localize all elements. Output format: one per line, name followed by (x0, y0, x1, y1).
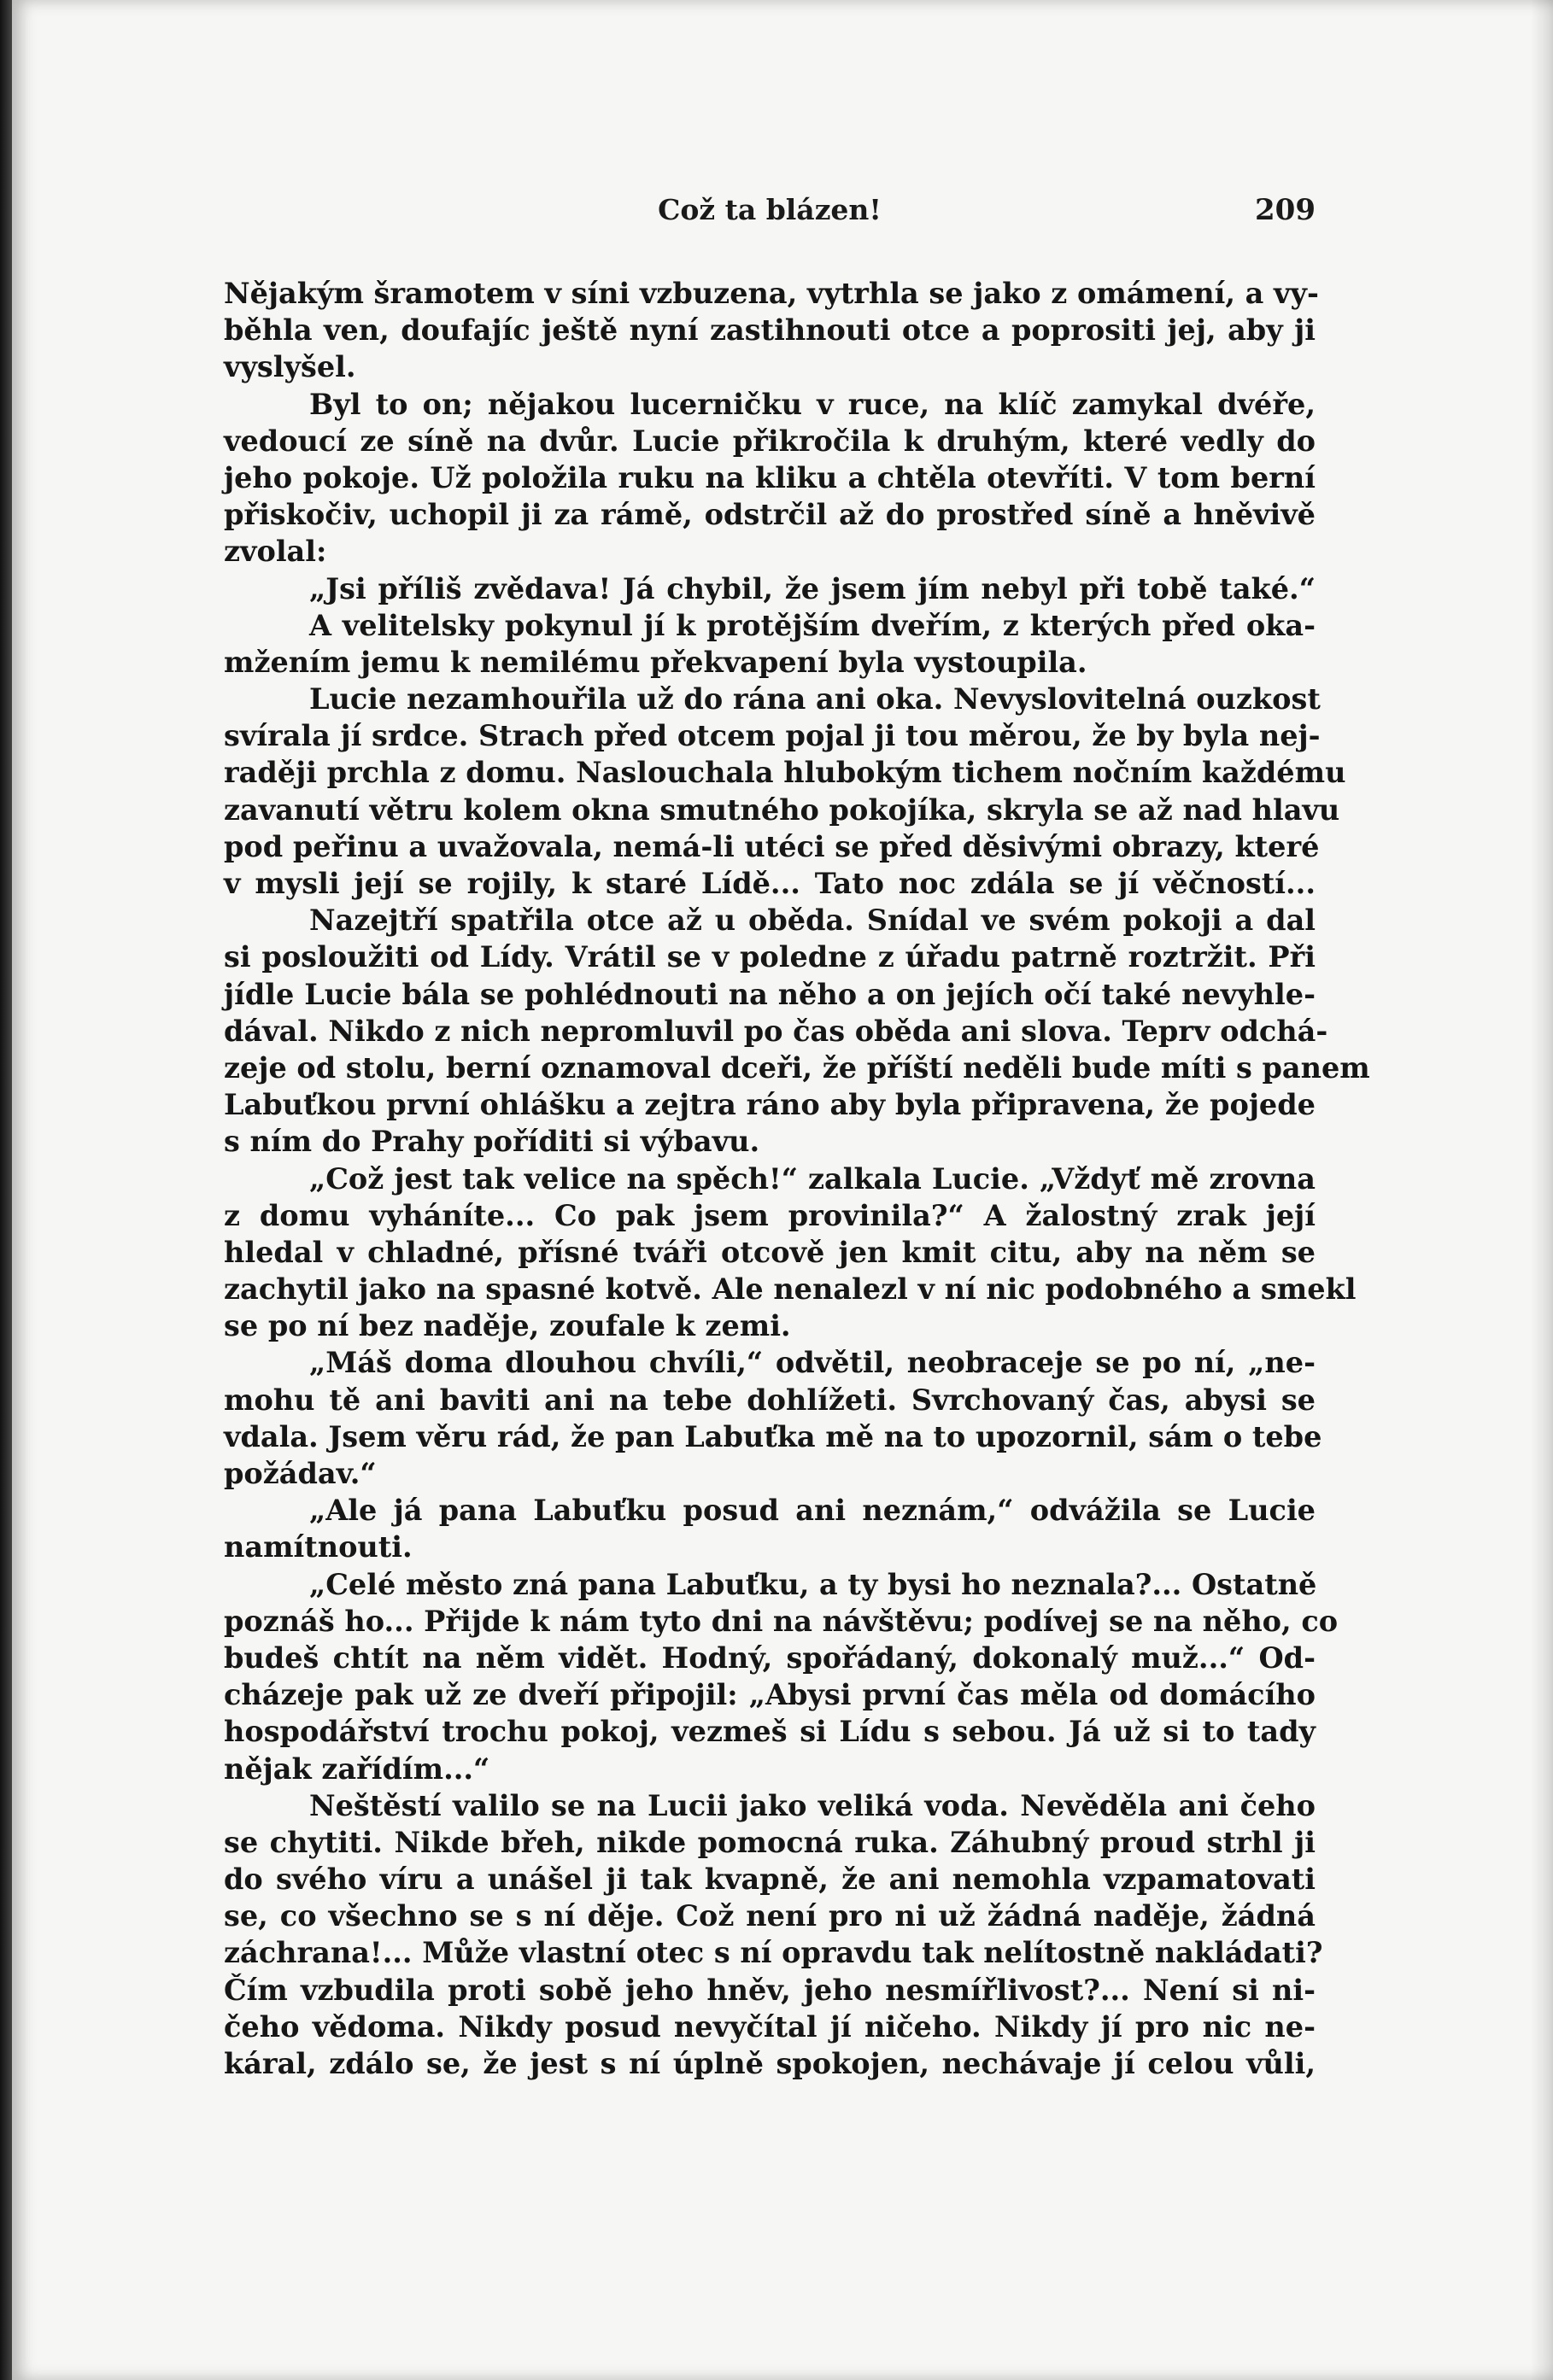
text-line: A velitelsky pokynul jí k protějším dveřím, z kterých před oka- (309, 608, 1316, 642)
text-line: přiskočiv, uchopil ji za rámě, odstrčil až do prostřed síně a hněvivě (224, 498, 1316, 532)
text-line: svírala jí srdce. Strach před otcem pojal ji tou měrou, že by byla nej- (224, 719, 1321, 753)
text-line: zavanutí větru kolem okna smutného pokojíka, skryla se až nad hlavu (224, 792, 1340, 827)
page-number: 209 (1255, 193, 1316, 227)
text-line: káral, zdálo se, že jest s ní úplně spokojen, nechávaje jí celou vůli, (224, 2047, 1316, 2080)
text-line: Lucie nezamhouřila už do rána ani oka. Nevyslovitelná ouzkost (309, 682, 1321, 716)
text-line: Nazejtří spatřila otce až u oběda. Snídal ve svém pokoji a dal (309, 903, 1316, 938)
text-line: nějak zařídím...“ (224, 1751, 490, 1786)
text-line: Neštěstí valilo se na Lucii jako veliká voda. Nevěděla ani čeho (309, 1788, 1316, 1822)
book-spine-shadow (0, 0, 12, 2380)
text-line: z domu vyháníte... Co pak jsem provinila?“ A žalostný zrak její (224, 1198, 1316, 1232)
text-line: do svého víru a unášel ji tak kvapně, že ani nemohla vzpamatovati (224, 1862, 1316, 1897)
running-title: Což ta blázen! (658, 193, 882, 226)
text-line: dával. Nikdo z nich nepromluvil po čas oběda ani slova. Teprv odchá- (224, 1014, 1328, 1048)
text-line: hospodářství trochu pokoj, vezmeš si Lídu s sebou. Já už si to tady (224, 1715, 1316, 1749)
text-line: budeš chtít na něm vidět. Hodný, spořádaný, dokonalý muž...“ Od- (224, 1640, 1316, 1675)
text-line: „Máš doma dlouhou chvíli,“ odvětil, neobraceje se po ní, „ne- (309, 1346, 1316, 1380)
text-line: čeho vědoma. Nikdy posud nevyčítal jí ničeho. Nikdy jí pro nic ne- (224, 2009, 1316, 2044)
text-line: jídle Lucie bála se pohlédnouti na něho a on jejích očí také nevyhle- (224, 977, 1316, 1011)
text-line: „Což jest tak velice na spěch!“ zalkala Lucie. „Vždyť mě zrovna (309, 1161, 1316, 1196)
text-line: hledal v chladné, přísné tváři otcově jen kmit citu, aby na něm se (224, 1235, 1316, 1269)
text-line: si posloužiti od Lídy. Vrátil se v poledne z úřadu patrně roztržit. Při (224, 940, 1316, 974)
text-line: pod peřinu a uvažovala, nemá-li utéci se před děsivými obrazy, které (224, 829, 1320, 863)
text-line: s ním do Prahy poříditi si výbavu. (224, 1125, 760, 1159)
text-line: se, co všechno se s ní děje. Což není pro ni už žádná naděje, žádná (224, 1899, 1316, 1933)
text-line: Čím vzbudila proti sobě jeho hněv, jeho nesmířlivost?... Není si ni- (224, 1973, 1316, 2007)
text-line: „Ale já pana Labuťku posud ani neznám,“ odvážila se Lucie (309, 1494, 1316, 1528)
text-line: se po ní bez naděje, zoufale k zemi. (224, 1309, 791, 1343)
text-line: běhla ven, doufajíc ještě nyní zastihnouti otce a poprositi jej, aby ji (224, 313, 1316, 348)
text-line: vdala. Jsem věru rád, že pan Labuťka mě na to upozornil, sám o tebe (224, 1419, 1322, 1453)
text-line: cházeje pak už ze dveří připojil: „Abysi první čas měla od domácího (224, 1678, 1316, 1712)
text-line: poznáš ho... Přijde k nám tyto dni na návštěvu; podívej se na něho, co (224, 1604, 1339, 1638)
text-line: záchrana!... Může vlastní otec s ní opravdu tak nelítostně nakládati? (224, 1936, 1323, 1970)
text-line: vedoucí ze síně na dvůr. Lucie přikročila k druhým, které vedly do (224, 424, 1316, 458)
text-line: se chytiti. Nikde břeh, nikde pomocná ruka. Záhubný proud strhl ji (224, 1825, 1316, 1859)
text-line: zeje od stolu, berní oznamoval dceři, že příští neděli bude míti s panem (224, 1050, 1370, 1085)
text-line: jeho pokoje. Už položila ruku na kliku a chtěla otevříti. V tom berní (224, 460, 1316, 494)
text-line: Byl to on; nějakou lucerničku v ruce, na klíč zamykal dvéře, (309, 387, 1316, 421)
page-header (224, 193, 1316, 234)
text-line: Labuťkou první ohlášku a zejtra ráno aby byla připravena, že pojede (224, 1088, 1316, 1122)
text-line: namítnouti. (224, 1530, 413, 1564)
text-line: vyslyšel. (224, 350, 356, 384)
text-line: zvolal: (224, 535, 327, 569)
text-line: „Celé město zná pana Labuťku, a ty bysi ho neznala?... Ostatně (309, 1567, 1317, 1601)
text-line: raději prchla z domu. Naslouchala hlubokým tichem nočním každému (224, 756, 1346, 790)
text-line: Nějakým šramotem v síni vzbuzena, vytrhla se jako z omámení, a vy- (224, 277, 1319, 310)
text-line: v mysli její se rojily, k staré Lídě... Tato noc zdála se jí věčností... (224, 867, 1316, 900)
text-line: zachytil jako na spasné kotvě. Ale nenalezl v ní nic podobného a smekl (224, 1272, 1357, 1307)
text-line: mžením jemu k nemilému překvapení byla vystoupila. (224, 645, 1087, 679)
body-text (224, 275, 1370, 2082)
text-line: požádav.“ (224, 1457, 377, 1490)
text-line: mohu tě ani baviti ani na tebe dohlížeti. Svrchovaný čas, abysi se (224, 1383, 1316, 1417)
text-line: „Jsi příliš zvědava! Já chybil, že jsem jím nebyl při tobě také.“ (309, 571, 1316, 605)
page-edge-shadow (1531, 0, 1553, 2380)
